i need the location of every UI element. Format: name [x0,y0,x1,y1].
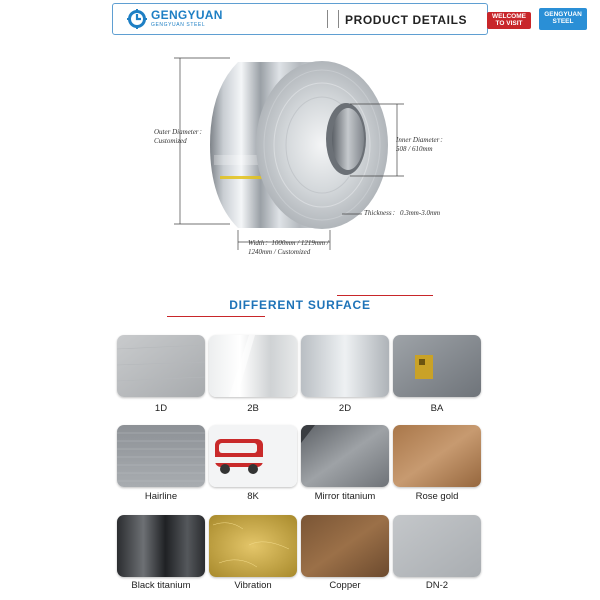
inner-diameter-label: Inner Diameter： [396,136,447,144]
brand-subtitle: GENGYUAN STEEL [151,22,206,28]
surface-label: 2B [247,403,259,414]
surface-tile-hairline[interactable] [117,425,205,487]
surface-tile-ba[interactable] [393,335,481,397]
steel-coil-image [150,50,450,265]
header-banner [112,3,582,35]
surface-label: 8K [247,491,259,502]
brand-badge[interactable]: GENGYUAN STEEL [539,8,587,30]
width-label: Width：1000mm / 1219mm / [248,239,329,247]
banner-divider [327,10,328,28]
gear-logo-icon [127,9,147,29]
surface-label: BA [430,403,444,414]
surface-tile-8k[interactable] [209,425,297,487]
surface-label: Hairline [144,491,178,502]
thickness-label: Thickness： [364,209,399,217]
brand-name: GENGYUAN [151,8,223,22]
surface-label: Mirror titanium [314,491,376,502]
heading-accent-line [167,316,265,317]
surface-tile-vibration[interactable] [209,515,297,577]
welcome-badge[interactable]: WELCOME TO VISIT [487,12,531,29]
outer-diameter-label: Outer Diameter： [154,128,206,136]
surface-tile-copper[interactable] [301,515,389,577]
surface-tile-rose-gold[interactable] [393,425,481,487]
surface-tile-2b[interactable] [209,335,297,397]
surface-label: Rose gold [415,491,459,502]
banner-divider [338,10,339,28]
outer-diameter-value: Customized [154,137,187,145]
surface-tile-dn-2[interactable] [393,515,481,577]
surface-label: Vibration [234,580,272,591]
surface-label: 2D [338,403,352,414]
surface-tile-mirror-titanium[interactable] [301,425,389,487]
surface-tile-2d[interactable] [301,335,389,397]
steel-coil-diagram [150,50,450,265]
thickness-value: 0.3mm-3.0mm [400,209,441,217]
section-title: DIFFERENT SURFACE [229,298,371,312]
width-value: 1240mm / Customized [248,248,311,256]
surface-label: 1D [154,403,168,414]
surface-tile-black-titanium[interactable] [117,515,205,577]
heading-accent-line [337,295,433,296]
surface-label: Black titanium [131,580,191,591]
surface-tile-1d[interactable] [117,335,205,397]
inner-diameter-value: 508 / 610mm [396,145,433,153]
surface-label: DN-2 [425,580,449,591]
surface-label: Copper [329,580,361,591]
page-title: PRODUCT DETAILS [345,13,468,27]
